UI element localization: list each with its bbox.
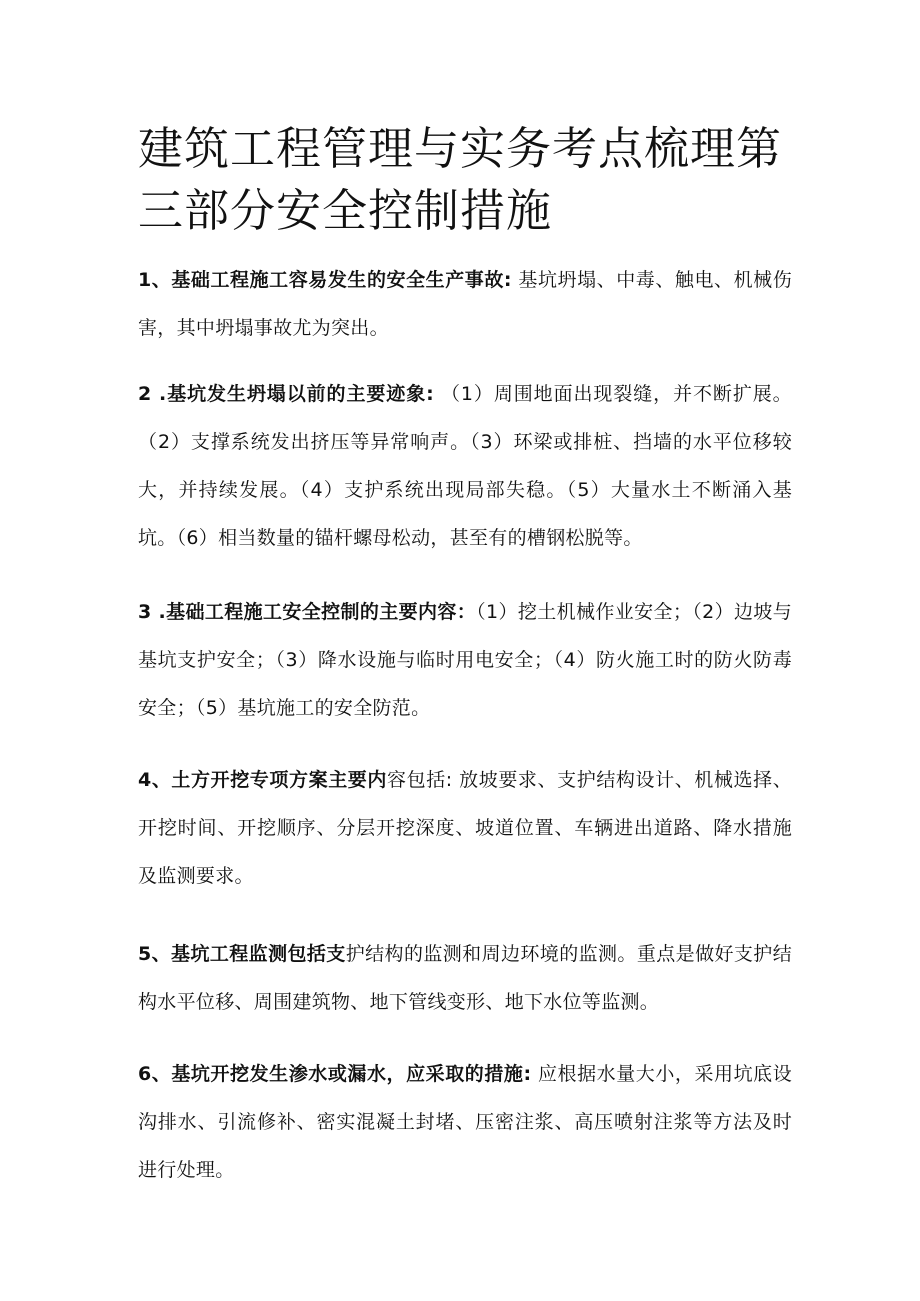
item-3 [138,588,792,732]
item-4 [138,756,792,900]
item-5-body: 护结构的监测和周边环境的监测。重点是做好支护结构水平位移、周围建筑物、地下管线变形、地下水位等监测。 [138,943,792,1013]
document-title: 建筑工程管理与实务考点梳理第三部分安全控制措施 [138,122,783,237]
item-3-body: （1）挖土机械作业安全；（2）边坡与基坑支护安全；（3）降水设施与临时用电安全；（4）防火施工时的防火防毒安全；（5）基坑施工的安全防范。 [138,601,792,719]
item-2-body: （1）周围地面出现裂缝，并不断扩展。（2）支撑系统发出挤压等异常响声。（3）环梁或排桩、挡墙的水平位移较大，并持续发展。（4）支护系统出现局部失稳。（5）大量水土不断涌入基坑。（6）相当数量的锚杆螺母松动，甚至有的槽钢松脱等。 [138,383,792,549]
item-2-heading: 2 .基坑发生坍塌以前的主要迹象: [138,383,435,405]
item-2 [138,370,792,562]
item-4-heading: 4、土方开挖专项方案主要内 [138,769,387,791]
item-5 [138,930,792,1026]
item-4-body: 容包括: 放坡要求、支护结构设计、机械选择、开挖时间、开挖顺序、分层开挖深度、坡道位置、车辆进出道路、降水措施及监测要求。 [138,769,792,887]
item-6 [138,1050,792,1194]
item-1-body: 基坑坍塌、中毒、触电、机械伤害，其中坍塌事故尤为突出。 [138,269,792,339]
item-5-heading: 5、基坑工程监测包括支 [138,943,346,965]
item-6-body: 应根据水量大小，采用坑底设沟排水、引流修补、密实混凝土封堵、压密注浆、高压喷射注浆等方法及时进行处理。 [138,1063,792,1181]
item-1 [138,256,792,352]
item-1-heading: 1、基础工程施工容易发生的安全生产事故: [138,269,512,291]
item-6-heading: 6、基坑开挖发生渗水或漏水，应采取的措施: [138,1063,532,1085]
item-3-heading: 3 .基础工程施工安全控制的主要内容： [138,601,477,623]
